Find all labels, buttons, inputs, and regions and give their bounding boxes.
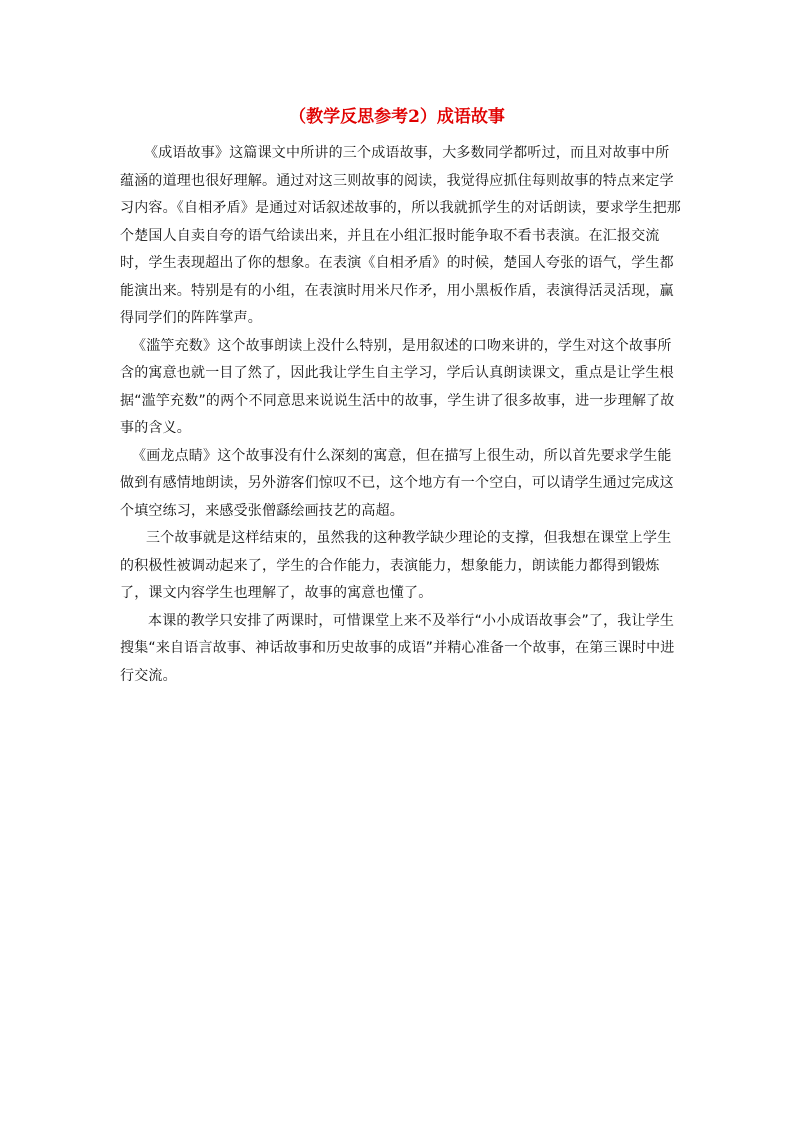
paragraph-4: 三个故事就是这样结束的，虽然我的这种教学缺少理论的支撑，但我想在课堂上学生的积极性被调动起来了，学生的合作能力，表演能力，想象能力，朗读能力都得到锻炼了，课文内容学生也理解了，故事的寓意也懂了。 xyxy=(120,530,672,601)
paragraph-1: 《成语故事》这篇课文中所讲的三个成语故事，大多数同学都听过，而且对故事中所蕴涵的道理也很好理解。通过对这三则故事的阅读，我觉得应抓住每则故事的特点来定学习内容。《自相矛盾》是通过对话叙述故事的，所以我就抓学生的对话朗读，要求学生把那个楚国人自卖自夸的语气给读出来，并且在小组汇报时能争取不看书表演。在汇报交流时，学生表现超出了你的想象。在表演《自相矛盾》的时候，楚国人夸张的语气，学生都能演出来。特别是有的小组，在表演时用米尺作矛，用小黑板作盾，表演得活灵活现，赢得同学们的阵阵掌声。 xyxy=(120,145,681,326)
paragraph-2: 《滥竽充数》这个故事朗读上没什么特别，是用叙述的口吻来讲的，学生对这个故事所含的寓意也就一目了然了，因此我让学生自主学习，学后认真朗读课文，重点是让学生根据“滥竽充数”的两个不同意思来说说生活中的故事，学生讲了很多故事，进一步理解了故事的含义。 xyxy=(120,337,675,436)
paragraph-5: 本课的教学只安排了两课时，可惜课堂上来不及举行“小小成语故事会”了，我让学生搜集“来自语言故事、神话故事和历史故事的成语”并精心准备一个故事，在第三课时中进行交流。 xyxy=(120,612,675,684)
document-body xyxy=(120,140,682,690)
paragraph-3: 《画龙点睛》这个故事没有什么深刻的寓意，但在描写上很生动，所以首先要求学生能做到有感情地朗读，另外游客们惊叹不已，这个地方有一个空白，可以请学生通过完成这个填空练习，来感受张僧繇绘画技艺的高超。 xyxy=(120,447,674,519)
document-title: （教学反思参考2）成语故事 xyxy=(289,107,505,127)
